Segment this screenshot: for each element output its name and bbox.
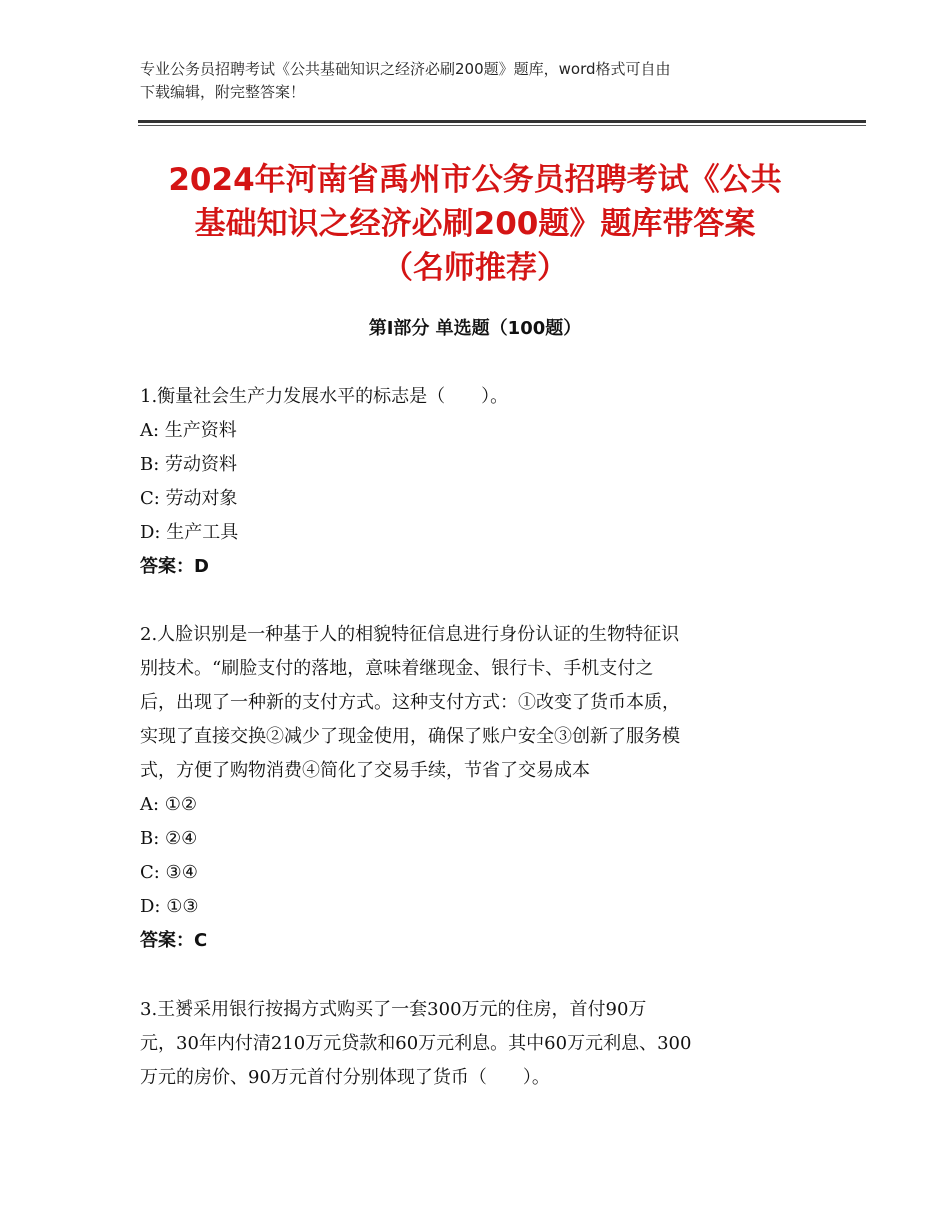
question-text: 别技术。“刷脸支付的落地，意味着继现金、银行卡、手机支付之: [140, 658, 654, 679]
question-1: [140, 380, 820, 584]
header-divider-thick: [138, 120, 866, 123]
question-text: 实现了直接交换②减少了现金使用，确保了账户安全③创新了服务模: [140, 726, 680, 747]
option-c: C: ③④: [140, 862, 198, 883]
option-c: C: 劳动对象: [140, 488, 238, 509]
question-2: [140, 618, 820, 958]
answer-label: 答案：C: [140, 930, 208, 951]
option-a: A: ①②: [140, 794, 198, 815]
title-line: （名师推荐）: [382, 250, 568, 286]
option-d: D: 生产工具: [140, 522, 239, 543]
option-a: A: 生产资料: [140, 420, 237, 441]
question-text: 1.衡量社会生产力发展水平的标志是（ ）。: [140, 386, 509, 407]
document-title: [100, 158, 850, 290]
title-line: 基础知识之经济必刷200题》题库带答案: [194, 206, 756, 242]
option-b: B: ②④: [140, 828, 198, 849]
question-text: 元，30年内付清210万元贷款和60万元利息。其中60万元利息、300: [140, 1033, 692, 1054]
question-text: 3.王赟采用银行按揭方式购买了一套300万元的住房，首付90万: [140, 999, 647, 1020]
question-text: 后，出现了一种新的支付方式。这种支付方式：①改变了货币本质，: [140, 692, 680, 713]
option-d: D: ①③: [140, 896, 199, 917]
question-3: [140, 993, 820, 1095]
question-text: 2.人脸识别是一种基于人的相貌特征信息进行身份认证的生物特征识: [140, 624, 680, 645]
section-heading: 第Ⅰ部分 单选题（100题）: [368, 318, 582, 339]
header-divider-thin: [138, 125, 866, 126]
header-note: [140, 58, 820, 104]
header-note-line: 下载编辑，附完整答案！: [140, 83, 306, 101]
option-b: B: 劳动资料: [140, 454, 238, 475]
title-line: 2024年河南省禹州市公务员招聘考试《公共: [168, 162, 782, 198]
question-text: 式，方便了购物消费④简化了交易手续，节省了交易成本: [140, 760, 590, 781]
question-text: 万元的房价、90万元首付分别体现了货币（ ）。: [140, 1067, 550, 1088]
answer-label: 答案：D: [140, 556, 209, 577]
header-note-line: 专业公务员招聘考试《公共基础知识之经济必刷200题》题库，word格式可自由: [140, 60, 671, 78]
